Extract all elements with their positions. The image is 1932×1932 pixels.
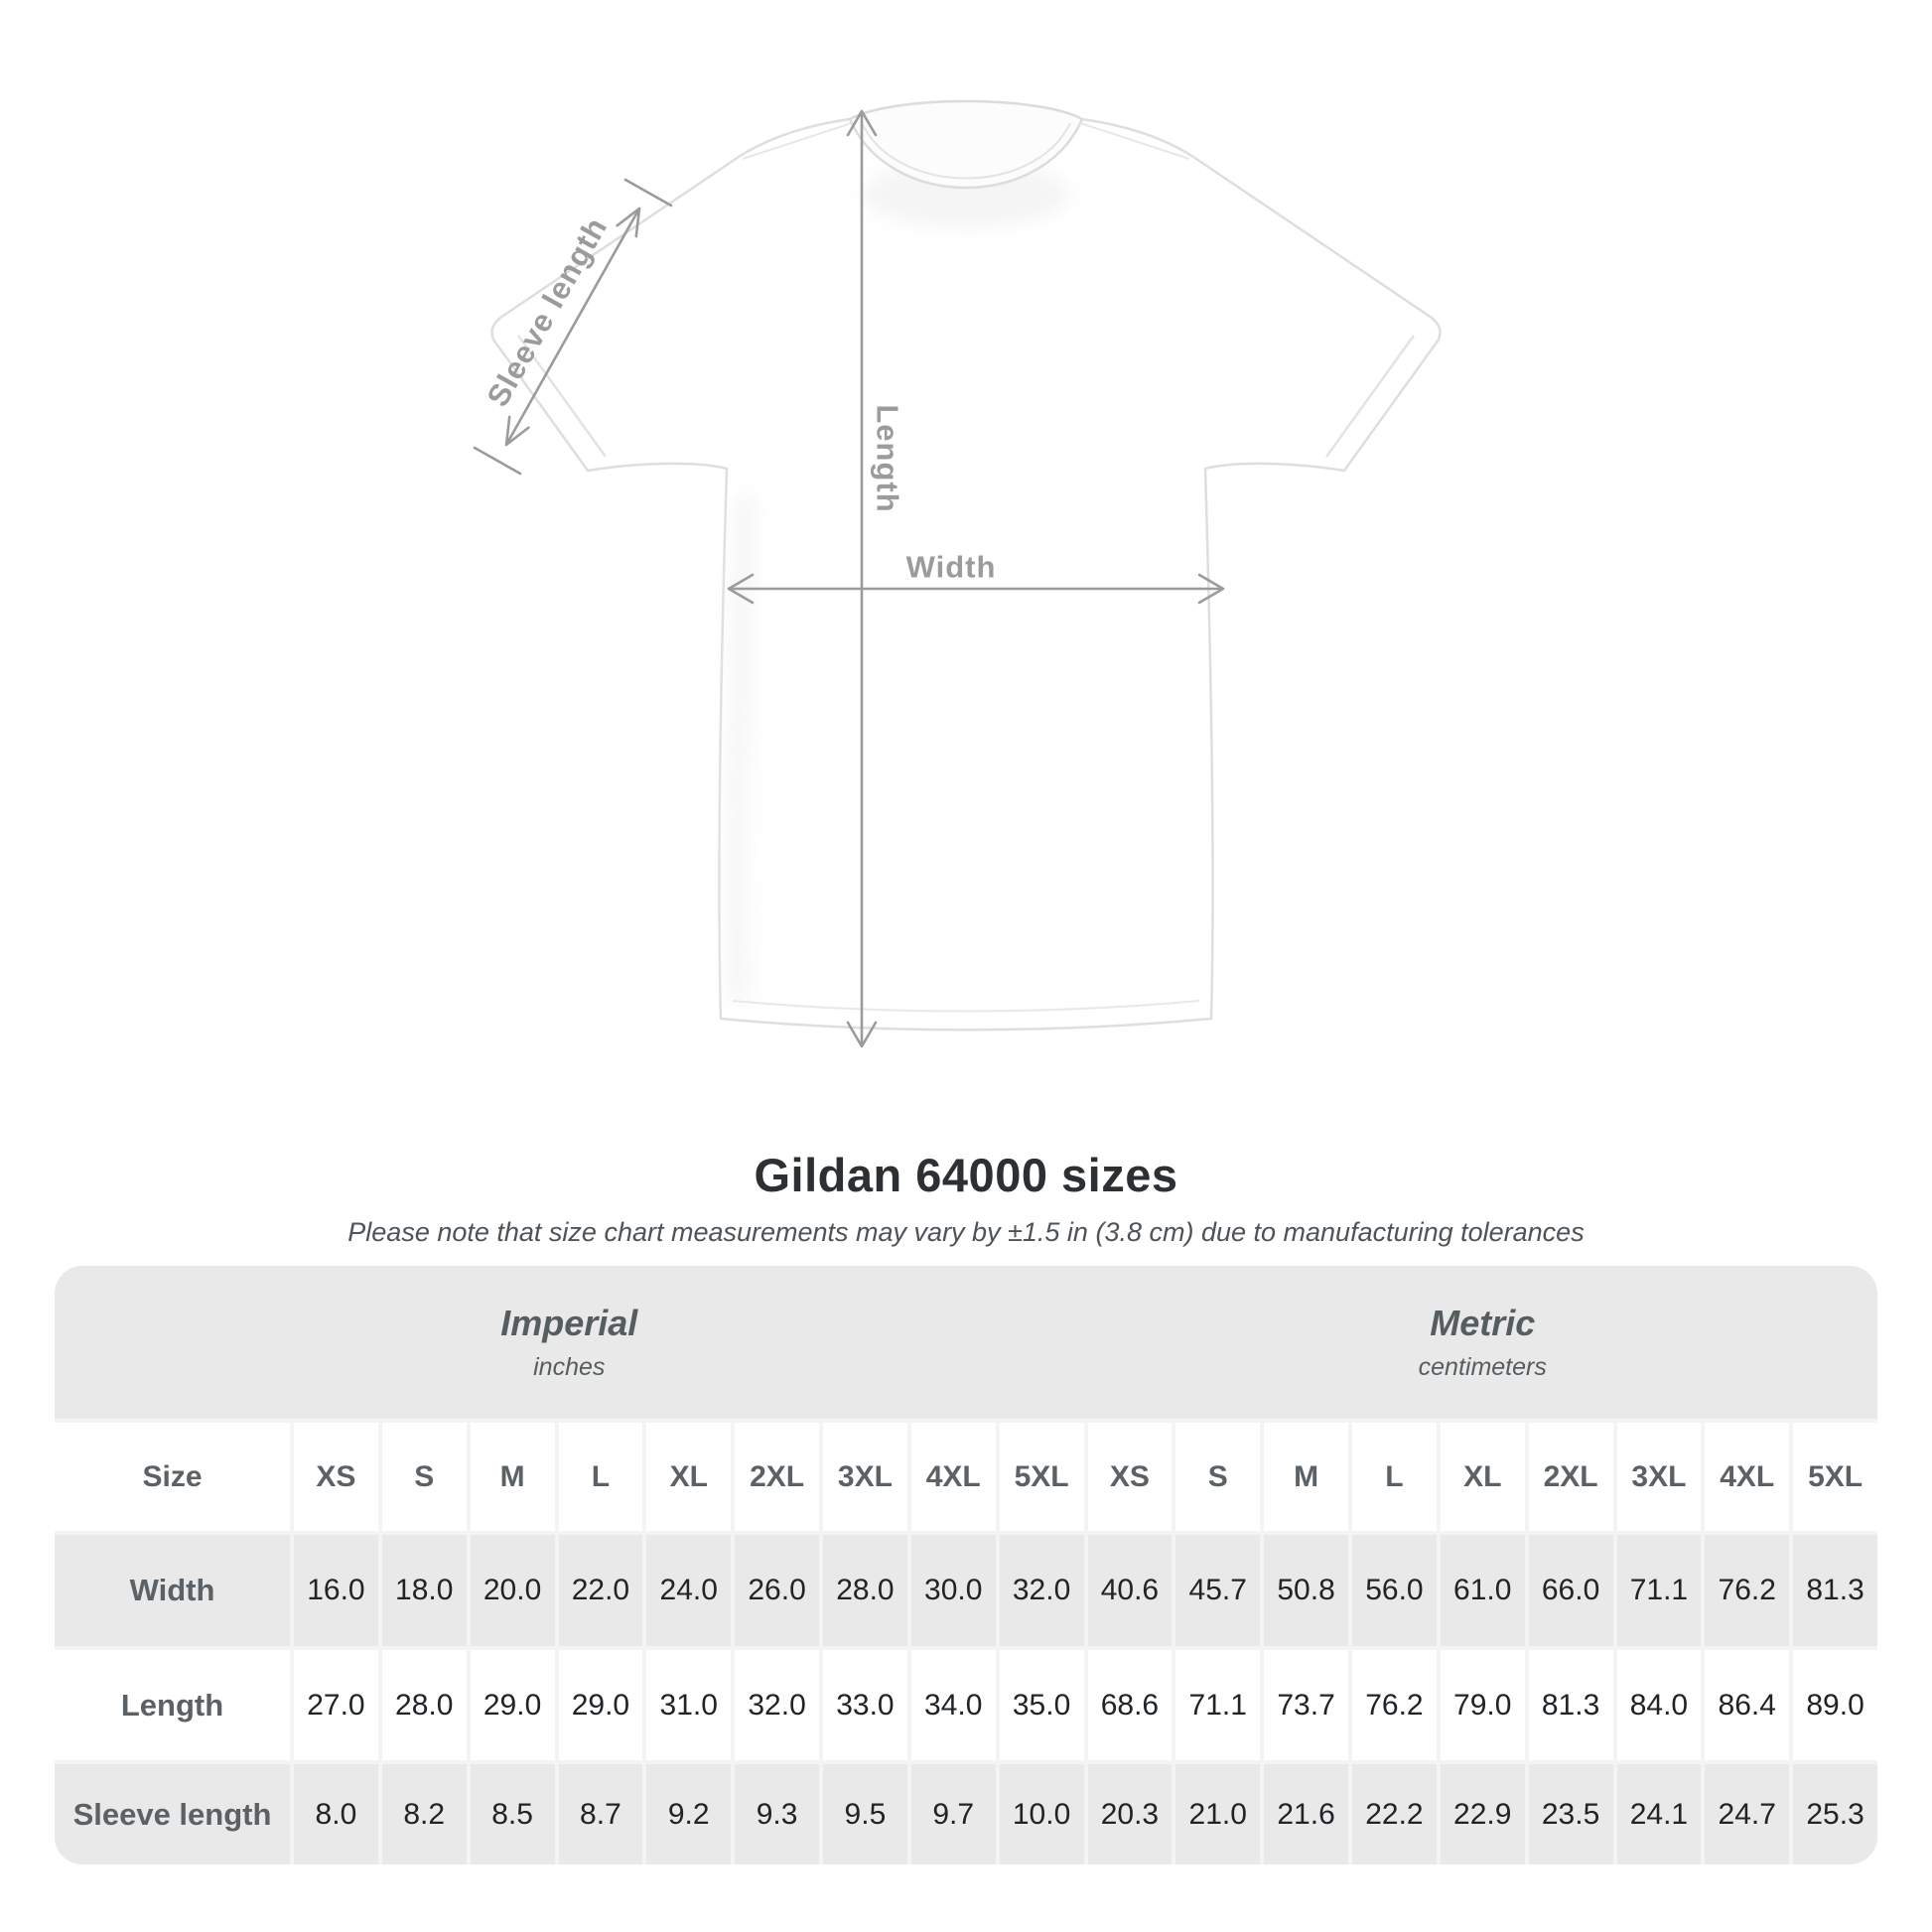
size-header-imperial-xs: XS xyxy=(294,1423,378,1531)
size-header-imperial-xl: XL xyxy=(646,1423,731,1531)
value-cell: 16.0 xyxy=(294,1535,378,1646)
value-cell: 8.0 xyxy=(294,1764,378,1864)
value-cell: 28.0 xyxy=(382,1650,467,1760)
value-cell: 28.0 xyxy=(823,1535,907,1646)
value-cell: 24.1 xyxy=(1617,1764,1702,1864)
value-cell: 22.9 xyxy=(1441,1764,1525,1864)
row-label: Length xyxy=(55,1650,290,1760)
size-header-metric-m: M xyxy=(1264,1423,1348,1531)
page-title: Gildan 64000 sizes xyxy=(754,1149,1178,1201)
width-label: Width xyxy=(905,549,997,585)
value-cell: 79.0 xyxy=(1441,1650,1525,1760)
value-cell: 86.4 xyxy=(1705,1650,1789,1760)
size-table xyxy=(55,1266,1877,1864)
metric-section-header xyxy=(1088,1266,1878,1419)
value-cell: 22.0 xyxy=(559,1535,643,1646)
value-cell: 76.2 xyxy=(1352,1650,1437,1760)
value-cell: 81.3 xyxy=(1529,1650,1613,1760)
value-cell: 29.0 xyxy=(559,1650,643,1760)
value-cell: 8.5 xyxy=(471,1764,555,1864)
value-cell: 66.0 xyxy=(1529,1535,1613,1646)
value-cell: 81.3 xyxy=(1793,1535,1877,1646)
value-cell: 73.7 xyxy=(1264,1650,1348,1760)
value-cell: 29.0 xyxy=(471,1650,555,1760)
value-cell: 33.0 xyxy=(823,1650,907,1760)
imperial-unit: inches xyxy=(533,1353,606,1381)
size-column-header: Size xyxy=(55,1423,290,1531)
value-cell: 27.0 xyxy=(294,1650,378,1760)
value-cell: 21.6 xyxy=(1264,1764,1348,1864)
size-header-imperial-2xl: 2XL xyxy=(735,1423,819,1531)
size-header-metric-3xl: 3XL xyxy=(1617,1423,1702,1531)
value-cell: 89.0 xyxy=(1793,1650,1877,1760)
value-cell: 71.1 xyxy=(1175,1650,1260,1760)
size-header-metric-5xl: 5XL xyxy=(1793,1423,1877,1531)
imperial-section-header xyxy=(55,1266,1084,1419)
size-header-metric-xl: XL xyxy=(1441,1423,1525,1531)
value-cell: 56.0 xyxy=(1352,1535,1437,1646)
size-header-imperial-4xl: 4XL xyxy=(911,1423,996,1531)
size-header-imperial-3xl: 3XL xyxy=(823,1423,907,1531)
value-cell: 9.7 xyxy=(911,1764,996,1864)
imperial-title: Imperial xyxy=(500,1303,638,1343)
table-header-band xyxy=(55,1266,1877,1419)
value-cell: 31.0 xyxy=(646,1650,731,1760)
length-label: Length xyxy=(870,404,905,513)
size-header-imperial-l: L xyxy=(559,1423,643,1531)
value-cell: 8.7 xyxy=(559,1764,643,1864)
value-cell: 26.0 xyxy=(735,1535,819,1646)
value-cell: 23.5 xyxy=(1529,1764,1613,1864)
value-cell: 30.0 xyxy=(911,1535,996,1646)
value-cell: 76.2 xyxy=(1705,1535,1789,1646)
value-cell: 50.8 xyxy=(1264,1535,1348,1646)
value-cell: 24.0 xyxy=(646,1535,731,1646)
value-cell: 84.0 xyxy=(1617,1650,1702,1760)
size-header-imperial-s: S xyxy=(382,1423,467,1531)
value-cell: 35.0 xyxy=(1000,1650,1084,1760)
size-header-imperial-5xl: 5XL xyxy=(1000,1423,1084,1531)
value-cell: 18.0 xyxy=(382,1535,467,1646)
value-cell: 40.6 xyxy=(1088,1535,1173,1646)
value-cell: 21.0 xyxy=(1175,1764,1260,1864)
value-cell: 61.0 xyxy=(1441,1535,1525,1646)
size-header-metric-s: S xyxy=(1175,1423,1260,1531)
value-cell: 71.1 xyxy=(1617,1535,1702,1646)
size-header-metric-xs: XS xyxy=(1088,1423,1173,1531)
value-cell: 9.3 xyxy=(735,1764,819,1864)
row-label: Width xyxy=(55,1535,290,1646)
value-cell: 68.6 xyxy=(1088,1650,1173,1760)
value-cell: 24.7 xyxy=(1705,1764,1789,1864)
value-cell: 22.2 xyxy=(1352,1764,1437,1864)
metric-title: Metric xyxy=(1430,1303,1536,1343)
size-header-metric-4xl: 4XL xyxy=(1705,1423,1789,1531)
size-header-imperial-m: M xyxy=(471,1423,555,1531)
row-label: Sleeve length xyxy=(55,1764,290,1864)
value-cell: 34.0 xyxy=(911,1650,996,1760)
value-cell: 32.0 xyxy=(735,1650,819,1760)
value-cell: 20.0 xyxy=(471,1535,555,1646)
value-cell: 10.0 xyxy=(1000,1764,1084,1864)
value-cell: 20.3 xyxy=(1088,1764,1173,1864)
size-header-metric-2xl: 2XL xyxy=(1529,1423,1613,1531)
metric-unit: centimeters xyxy=(1418,1353,1547,1381)
sleeve-length-label: Sleeve length xyxy=(480,210,615,413)
value-cell: 9.2 xyxy=(646,1764,731,1864)
value-cell: 25.3 xyxy=(1793,1764,1877,1864)
value-cell: 45.7 xyxy=(1175,1535,1260,1646)
tolerance-note: Please note that size chart measurements may vary by ±1.5 in (3.8 cm) due to manufacturing tolerances xyxy=(347,1217,1585,1247)
size-header-metric-l: L xyxy=(1352,1423,1437,1531)
value-cell: 8.2 xyxy=(382,1764,467,1864)
value-cell: 32.0 xyxy=(1000,1535,1084,1646)
value-cell: 9.5 xyxy=(823,1764,907,1864)
